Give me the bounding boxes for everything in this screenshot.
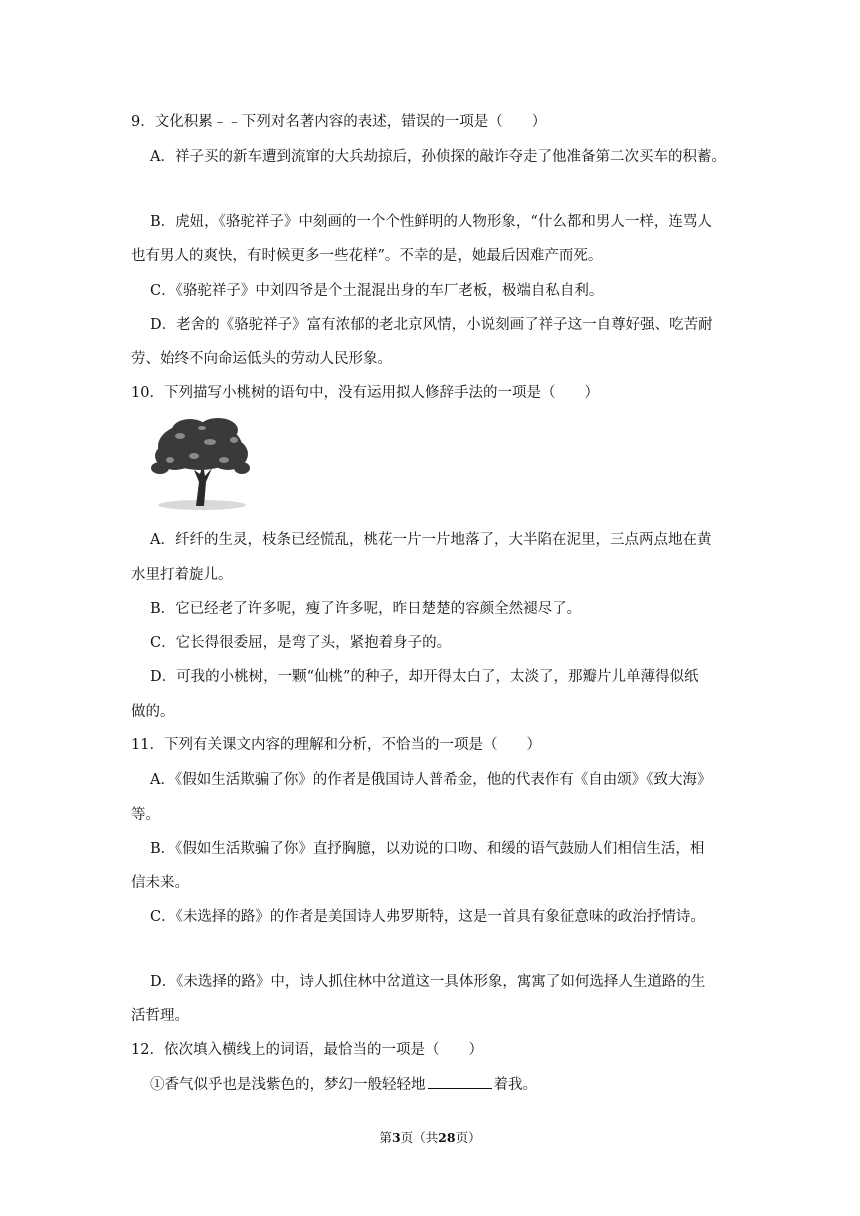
question-9-option-b-line2: 也有男人的爽快，有时候更多一些花样”。不幸的是，她最后因难产而死。: [131, 248, 603, 264]
question-10-stem: 10．下列描写小桃树的语句中，没有运用拟人修辞手法的一项是（ ）: [131, 385, 599, 401]
question-11-option-d-line1: D．《未选择的路》中，诗人抓住林中岔道这一具体形象，寓寓了如何选择人生道路的生: [150, 974, 706, 990]
question-10-option-a-line1: A．纤纤的生灵，枝条已经慌乱，桃花一片一片地落了，大半陷在泥里，三点两点地在黄: [150, 532, 712, 548]
question-9-option-b-line1: B．虎妞，《骆驼祥子》中刻画的一个个性鲜明的人物形象，“什么都和男人一样，连骂人: [150, 214, 712, 230]
question-9-option-c: C．《骆驼祥子》中刘四爷是个土混混出身的车厂老板，极端自私自利。: [150, 283, 604, 299]
footer-suffix: 页）: [455, 1130, 481, 1145]
question-11-option-b-line2: 信未来。: [131, 875, 189, 891]
question-12-item-1-suffix: 着我。: [493, 1077, 537, 1093]
question-9-option-d-line1: D．老舍的《骆驼祥子》富有浓郁的老北京风情，小说刻画了祥子这一自尊好强、吃苦耐: [150, 317, 713, 333]
footer-total-pages: 28: [438, 1130, 456, 1145]
question-11-option-c: C．《未选择的路》的作者是美国诗人弗罗斯特，这是一首具有象征意味的政治抒情诗。: [150, 909, 705, 925]
question-10-option-c: C．它长得很委屈，是弯了头，紧抱着身子的。: [150, 635, 452, 651]
question-10-option-d-line2: 做的。: [131, 704, 175, 720]
question-12-item-1: [150, 1074, 537, 1095]
question-11-option-b-line1: B．《假如生活欺骗了你》直抒胸臆，以劝说的口吻、和缓的语气鼓励人们相信生活，相: [150, 841, 705, 857]
question-12-stem: 12．依次填入横线上的词语，最恰当的一项是（ ）: [131, 1042, 483, 1058]
question-11-stem: 11．下列有关课文内容的理解和分析，不恰当的一项是（ ）: [131, 737, 541, 753]
peach-tree-illustration: [150, 416, 250, 512]
question-9-option-a: A．祥子买的新车遭到流窜的大兵劫掠后，孙侦探的敲诈夺走了他准备第二次买车的积蓄。: [150, 149, 726, 165]
question-12-item-1-prefix: ①香气似乎也是浅紫色的，梦幻一般轻轻地: [150, 1077, 426, 1093]
footer-middle: 页（共: [400, 1130, 439, 1145]
question-11-option-d-line2: 活哲理。: [131, 1008, 189, 1024]
question-11-option-a-line2: 等。: [131, 807, 160, 823]
question-10-option-a-line2: 水里打着旋儿。: [131, 567, 233, 583]
question-10-option-d-line1: D．可我的小桃树，一颗“仙桃”的种子，却开得太白了，太淡了，那瓣片儿单薄得似纸: [150, 669, 699, 685]
question-10-option-b: B．它已经老了许多呢，瘦了许多呢，昨日楚楚的容颜全然褪尽了。: [150, 601, 582, 617]
fill-in-blank: [428, 1074, 492, 1089]
footer-prefix: 第: [379, 1130, 392, 1145]
question-9-stem: 9．文化积累﹣﹣下列对名著内容的表述，错误的一项是（ ）: [131, 114, 547, 130]
footer-page-number: 3: [391, 1130, 401, 1145]
page-footer: [0, 1128, 860, 1146]
question-9-option-d-line2: 劳、始终不向命运低头的劳动人民形象。: [131, 351, 392, 367]
question-11-option-a-line1: A．《假如生活欺骗了你》的作者是俄国诗人普希金，他的代表作有《自由颂》《致大海》: [150, 772, 712, 788]
